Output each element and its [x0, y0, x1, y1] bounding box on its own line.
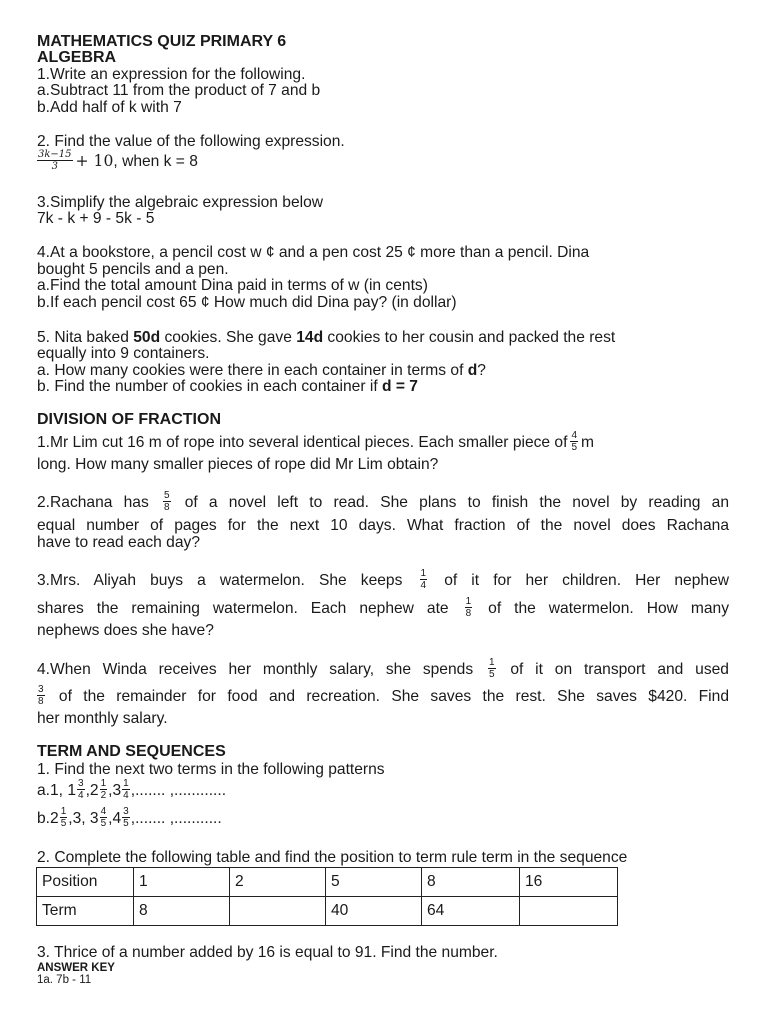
expression-condition: , when k = 8 — [113, 153, 198, 170]
fraction-denominator: 5 — [571, 442, 577, 454]
q5a-text: a. How many cookies were there in each container in terms of — [37, 362, 468, 379]
division-q4-line2 — [37, 684, 729, 710]
fraction-numerator: 3k−15 — [38, 149, 72, 161]
algebra-heading: ALGEBRA — [37, 49, 117, 66]
fraction: $\frac{4}{5}$ — [100, 806, 107, 830]
sequence-table — [36, 867, 618, 926]
answer-key-heading: ANSWER KEY — [37, 962, 115, 974]
q5-bold-2: 14d — [296, 329, 324, 346]
table-cell: 40 — [326, 897, 422, 926]
fraction-denominator: 8 — [38, 696, 44, 708]
table-cell: 1 — [134, 868, 230, 897]
division-q2-line3: have to read each day? — [37, 534, 200, 551]
dq3-fraction-2 — [465, 596, 473, 619]
q5-text-1: 5. Nita baked — [37, 329, 134, 346]
algebra-q5-b — [37, 379, 418, 395]
division-q3-line3: nephews does she have? — [37, 622, 214, 639]
dq4-fraction-2 — [37, 684, 45, 707]
algebra-q3-expression: 7k - k + 9 - 5k - 5 — [37, 210, 155, 227]
sequences-q1-stem: 1. Find the next two terms in the following patterns — [37, 761, 385, 778]
fraction-denominator: 8 — [465, 608, 472, 620]
sequences-q2-stem: 2. Complete the following table and find the position to term rule term in the sequence — [37, 849, 628, 866]
table-cell — [230, 897, 326, 926]
dq4-fraction-1 — [488, 657, 496, 680]
table-cell: 8 — [422, 868, 520, 897]
fraction-numerator: 5 — [163, 490, 170, 502]
algebra-q4-b: b.If each pencil cost 65 ¢ How much did Dina pay? (in dollar) — [37, 294, 457, 311]
dq3-fraction-1 — [420, 568, 428, 591]
division-q1-line2: long. How many smaller pieces of rope did Mr Lim obtain? — [37, 456, 439, 473]
algebra-q3-stem: 3.Simplify the algebraic expression below — [37, 194, 324, 211]
fraction-denominator: 8 — [163, 502, 170, 514]
division-q1-line1 — [37, 430, 594, 456]
pattern-a: a.1, 1 $\frac{3}{4}$ ,2 $\frac{1}{2}$ ,3 $\frac{1}{4}$ ,....... ,............ — [37, 778, 227, 802]
table-cell: Position — [37, 868, 134, 897]
fraction-numerator: 1 — [465, 596, 472, 608]
table-cell: 16 — [520, 868, 618, 897]
dq2-text-rest: of a novel left to read. She plans to finish the novel by reading an — [184, 494, 729, 511]
table-cell: 8 — [134, 897, 230, 926]
fraction: $\frac{1}{4}$ — [123, 778, 129, 802]
q5-bold-1: 50d — [133, 329, 161, 346]
dq3-text-mid: of it for her children. Her nephew — [444, 572, 730, 589]
q5b-text: b. Find the number of cookies in each container if — [37, 378, 382, 395]
table-cell: 64 — [422, 897, 520, 926]
fraction-numerator: 1 — [488, 657, 495, 669]
q5a-bold: d — [467, 362, 478, 379]
q5b-bold: d = 7 — [382, 378, 418, 395]
dq4-text-2: of the remainder for food and recreation. She saves the rest. She saves $420. Find — [58, 688, 729, 705]
dq3-text-3: of the watermelon. How many — [488, 600, 729, 617]
dq3-text: 3.Mrs. Aliyah buys a watermelon. She keeps — [37, 572, 403, 589]
dq1-unit: m — [581, 434, 594, 451]
algebra-q1-b: b.Add half of k with 7 — [37, 99, 182, 116]
expression-addend: + 10 — [75, 152, 114, 170]
table-row — [37, 868, 618, 897]
fraction-numerator: 1 — [420, 568, 427, 580]
fraction: $\frac{1}{2}$ — [100, 778, 107, 802]
division-q2-line1 — [37, 490, 729, 516]
dq2-text: 2.Rachana has — [37, 494, 149, 511]
dq4-text: 4.When Winda receives her monthly salary, she spends — [37, 661, 474, 678]
answer-key-line-1: 1a. 7b - 11 — [37, 974, 92, 986]
fraction-denominator: 3 — [51, 161, 58, 173]
algebra-q4-a: a.Find the total amount Dina paid in terms of w (in cents) — [37, 277, 428, 294]
sequences-heading: TERM AND SEQUENCES — [37, 743, 226, 760]
algebra-q5-a — [37, 363, 486, 379]
sequences-q3-stem: 3. Thrice of a number added by 16 is equal to 91. Find the number. — [37, 944, 498, 961]
table-cell — [520, 897, 618, 926]
algebra-q5-line2: equally into 9 containers. — [37, 345, 210, 362]
fraction: $\frac{3}{5}$ — [123, 806, 129, 830]
fraction: $\frac{1}{5}$ — [60, 806, 67, 830]
division-q2-line2: equal number of pages for the next 10 days. What fraction of the novel does Rachana — [37, 517, 729, 534]
division-q4-line1 — [37, 657, 729, 683]
expression-fraction — [37, 149, 73, 172]
q5a-end: ? — [477, 362, 486, 379]
q5-text-2: cookies. She gave — [160, 329, 297, 346]
division-q3-line2 — [37, 596, 729, 622]
dq1-fraction — [570, 430, 578, 453]
table-cell: 5 — [326, 868, 422, 897]
division-q4-line3: her monthly salary. — [37, 710, 168, 727]
dq1-text: 1.Mr Lim cut 16 m of rope into several identical pieces. Each smaller piece of — [37, 434, 568, 451]
fraction-numerator: 4 — [571, 430, 577, 442]
fraction-numerator: 3 — [38, 684, 44, 696]
algebra-q4-line1: 4.At a bookstore, a pencil cost w ¢ and a pen cost 25 ¢ more than a pencil. Dina — [37, 244, 590, 261]
fraction-denominator: 4 — [420, 580, 427, 592]
algebra-q4-line2: bought 5 pencils and a pen. — [37, 261, 229, 278]
pattern-b: b.2 $\frac{1}{5}$ ,3, 3 $\frac{4}{5}$ ,4 $\frac{3}{5}$ ,....... ,........... — [37, 806, 222, 830]
algebra-q5-line1 — [37, 330, 615, 346]
algebra-q2-stem: 2. Find the value of the following expression. — [37, 133, 345, 150]
algebra-q2-expression — [37, 148, 198, 175]
q5-text-3: cookies to her cousin and packed the rest — [323, 329, 616, 346]
algebra-q1-stem: 1.Write an expression for the following. — [37, 66, 306, 83]
dq2-fraction — [163, 490, 171, 513]
table-cell: 2 — [230, 868, 326, 897]
division-heading: DIVISION OF FRACTION — [37, 411, 221, 428]
table-cell: Term — [37, 897, 134, 926]
dq3-text-2: shares the remaining watermelon. Each nephew ate — [37, 600, 449, 617]
fraction-denominator: 5 — [488, 669, 495, 681]
division-q3-line1 — [37, 568, 729, 594]
algebra-q1-a: a.Subtract 11 from the product of 7 and b — [37, 82, 321, 99]
fraction: $\frac{3}{4}$ — [78, 778, 84, 802]
page-title: MATHEMATICS QUIZ PRIMARY 6 — [37, 33, 287, 50]
dq4-text-mid: of it on transport and used — [510, 661, 729, 678]
table-row — [37, 897, 618, 926]
